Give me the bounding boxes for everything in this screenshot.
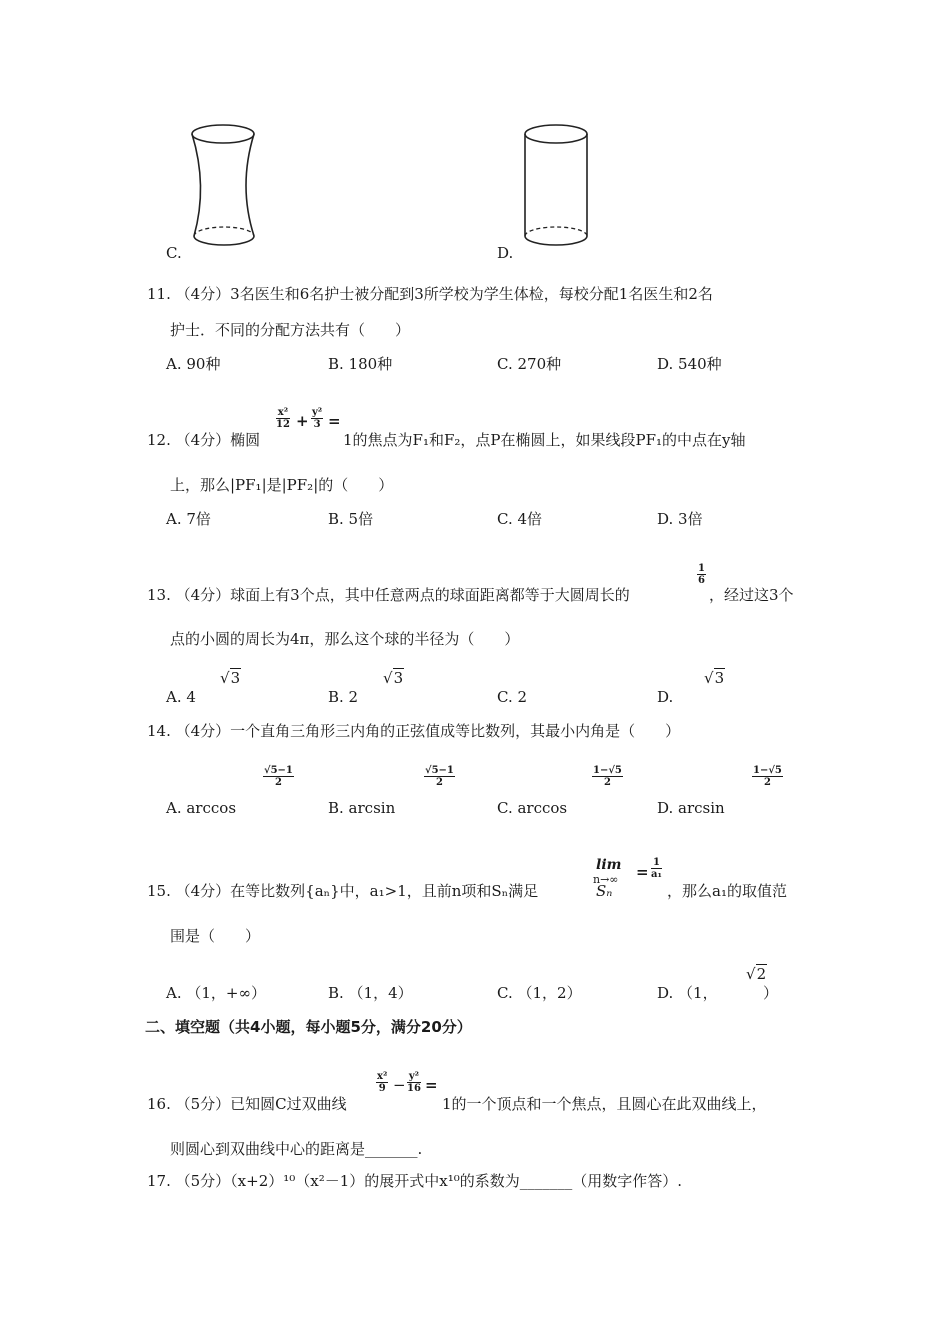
q15-stem-line2: 围是（ ） bbox=[170, 927, 261, 945]
q15-frac-den: a₁ bbox=[651, 869, 662, 880]
q14-frac-b-num: √5−1 bbox=[425, 765, 454, 776]
q13-stem-line2: 点的小圆的周长为4π，那么这个球的半径为（ ） bbox=[170, 630, 520, 648]
figure-d-cylinder bbox=[520, 118, 600, 253]
q12-equals: = bbox=[328, 412, 341, 430]
q13-stem-line1: 13. （4分）球面上有3个点，其中任意两点的球面距离都等于大圆周长的 bbox=[147, 586, 630, 604]
q15-lim-var: Sₙ bbox=[596, 882, 613, 900]
q12-plus: + bbox=[296, 412, 309, 430]
q12-option-a: A. 7倍 bbox=[166, 510, 211, 528]
q16-fraction-x2-9 bbox=[376, 1071, 388, 1094]
figure-d-label: D. bbox=[497, 244, 514, 262]
q16-frac1-num: x² bbox=[377, 1071, 388, 1082]
q13-root-a: 3 bbox=[230, 669, 241, 687]
q14-frac-c-num: 1−√5 bbox=[593, 765, 622, 776]
q14-stem: 14. （4分）一个直角三角形三内角的正弦值成等比数列，其最小内角是（ ） bbox=[147, 722, 681, 740]
q12-suffix-line1: 1的焦点为F₁和F₂，点P在椭圆上，如果线段PF₁的中点在y轴 bbox=[343, 431, 746, 449]
q16-minus: − bbox=[393, 1076, 406, 1094]
q12-option-c: C. 4倍 bbox=[497, 510, 543, 528]
q13-option-a-sqrt3: √3 bbox=[220, 669, 241, 687]
q14-frac-c-den: 2 bbox=[603, 777, 611, 788]
q14-frac-a-num: √5−1 bbox=[264, 765, 293, 776]
q16-prefix: 16. （5分）已知圆C过双曲线 bbox=[147, 1095, 347, 1113]
q14-option-c-fraction bbox=[592, 765, 623, 788]
q11-stem-line1: 11. （4分）3名医生和6名护士被分配到3所学校为学生体检，每校分配1名医生和2名 bbox=[147, 285, 713, 303]
q13-option-b-sqrt3: √3 bbox=[383, 669, 404, 687]
q14-option-d: D. arcsin bbox=[657, 799, 725, 817]
q13-option-b: B. 2 bbox=[328, 688, 359, 706]
q16-frac2-den: 16 bbox=[407, 1083, 421, 1094]
q14-option-c: C. arccos bbox=[497, 799, 568, 817]
q15-root-d: 2 bbox=[756, 965, 767, 983]
q14-option-a-fraction bbox=[263, 765, 294, 788]
q16-stem-line2: 则圆心到双曲线中心的距离是_______. bbox=[170, 1140, 423, 1158]
q14-frac-a-den: 2 bbox=[274, 777, 282, 788]
q15-lim-sub: n→∞ bbox=[593, 873, 619, 886]
q14-option-a: A. arccos bbox=[166, 799, 237, 817]
q15-fraction-1-a1 bbox=[651, 857, 662, 880]
q11-option-a: A. 90种 bbox=[166, 355, 221, 373]
q12-frac1-den: 12 bbox=[276, 419, 290, 430]
q11-option-d: D. 540种 bbox=[657, 355, 722, 373]
q13-fraction-1-6 bbox=[697, 563, 706, 586]
q13-frac-num: 1 bbox=[698, 563, 705, 574]
q16-suffix-line1: 1的一个顶点和一个焦点，且圆心在此双曲线上， bbox=[442, 1095, 767, 1113]
q12-frac2-den: 3 bbox=[313, 419, 321, 430]
q15-option-d-close: ） bbox=[763, 984, 779, 1002]
q13-option-d-sqrt3: √3 bbox=[704, 669, 725, 687]
q11-stem-line2: 护士．不同的分配方法共有（ ） bbox=[170, 321, 411, 339]
q12-fraction-y2-3 bbox=[311, 407, 323, 430]
q15-stem-line1a: 15. （4分）在等比数列{aₙ}中，a₁>1，且前n项和Sₙ满足 bbox=[147, 882, 539, 900]
q12-prefix: 12. （4分）椭圆 bbox=[147, 431, 261, 449]
q16-frac1-den: 9 bbox=[378, 1083, 386, 1094]
q11-option-b: B. 180种 bbox=[328, 355, 393, 373]
q15-stem-line1b: ，那么a₁的取值范 bbox=[667, 882, 787, 900]
q14-frac-d-den: 2 bbox=[763, 777, 771, 788]
q12-frac2-num: y² bbox=[312, 407, 323, 418]
q16-equals: = bbox=[425, 1076, 438, 1094]
q14-option-d-fraction bbox=[752, 765, 783, 788]
q15-lim-equals: = bbox=[636, 863, 649, 881]
q15-option-a: A. （1，+∞） bbox=[166, 984, 266, 1002]
q13-option-c: C. 2 bbox=[497, 688, 528, 706]
q14-option-b: B. arcsin bbox=[328, 799, 396, 817]
q15-option-b: B. （1，4） bbox=[328, 984, 413, 1002]
q12-fraction-x2-12 bbox=[276, 407, 290, 430]
q12-frac1-num: x² bbox=[277, 407, 289, 418]
q17-stem: 17. （5分）（x+2）¹⁰（x²－1）的展开式中x¹⁰的系数为_______（用数字作答）. bbox=[147, 1172, 683, 1190]
q16-fraction-y2-16 bbox=[407, 1071, 421, 1094]
q16-frac2-num: y² bbox=[408, 1071, 420, 1082]
q15-option-d-sqrt2: √2 bbox=[746, 965, 767, 983]
section2-heading: 二、填空题（共4小题，每小题5分，满分20分） bbox=[145, 1018, 472, 1036]
q13-root-d: 3 bbox=[714, 669, 725, 687]
q15-frac-num: 1 bbox=[652, 857, 660, 868]
figure-c-hyperboloid bbox=[186, 118, 266, 253]
q13-frac-den: 6 bbox=[698, 575, 705, 586]
q14-option-b-fraction bbox=[424, 765, 455, 788]
q15-option-c: C. （1，2） bbox=[497, 984, 582, 1002]
q13-root-b: 3 bbox=[393, 669, 404, 687]
figure-c-label: C. bbox=[166, 244, 182, 262]
q14-frac-d-num: 1−√5 bbox=[753, 765, 782, 776]
q13-option-d: D. bbox=[657, 688, 674, 706]
q13-option-a: A. 4 bbox=[166, 688, 196, 706]
q12-option-b: B. 5倍 bbox=[328, 510, 374, 528]
q15-option-d: D. （1， bbox=[657, 984, 718, 1002]
q12-stem-line2: 上，那么|PF₁|是|PF₂|的（ ） bbox=[170, 476, 394, 494]
q15-lim: lim bbox=[596, 857, 622, 873]
q13-stem-line1-end: ，经过这3个 bbox=[709, 586, 794, 604]
q14-frac-b-den: 2 bbox=[435, 777, 443, 788]
q11-option-c: C. 270种 bbox=[497, 355, 562, 373]
q12-option-d: D. 3倍 bbox=[657, 510, 703, 528]
